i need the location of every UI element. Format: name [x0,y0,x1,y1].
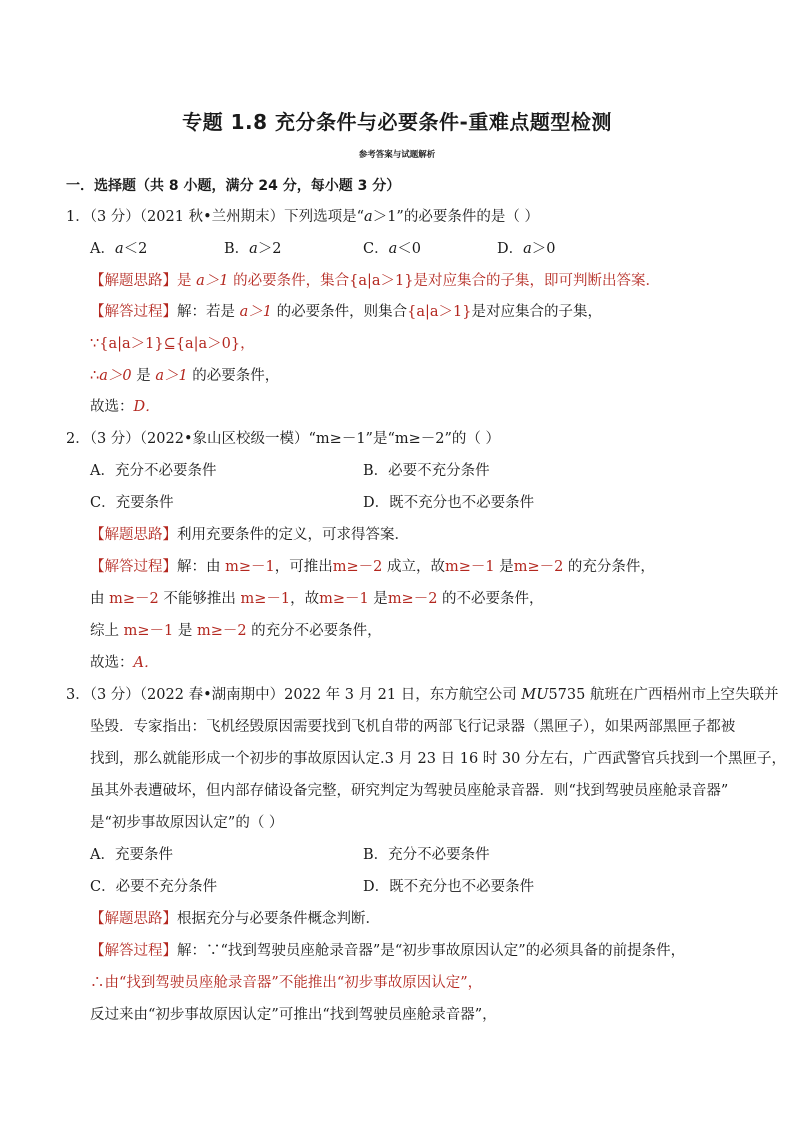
q2-math: m≥－1 [123,623,174,639]
q1-stem [66,207,539,227]
q1-answer-value: D． [133,399,160,415]
q2-option-b: B．必要不充分条件 [363,463,490,479]
q1-thinking-text: 是对应集合的子集，即可判断出答案． [413,273,660,289]
q1-process [90,302,602,322]
q3-text: 5735 航班在广西梧州市上空失联并 [548,687,779,703]
q1-option-a-var: a [114,241,124,257]
q2-text: 成立，故 [382,559,445,575]
q2-thinking [90,525,409,545]
q1-text: 的必要条件， [187,368,280,384]
q1-option-d-rest: ＞0 [531,241,556,257]
q1-option-d [497,239,556,259]
q1-process-text: 的必要条件，则集合 [271,304,408,320]
q3-option-c: C．必要不充分条件 [90,879,218,895]
q2-math: m≥－1 [444,559,495,575]
q2-text: 的不必要条件， [437,591,544,607]
q1-thinking-text: 是 [177,273,197,289]
page-title: 专题 1.8 充分条件与必要条件-重难点题型检测 [182,110,612,134]
q1-option-c-prefix: C． [363,241,389,257]
q1-stem-suffix: ＞1”的必要条件的是（ ） [372,209,539,225]
q1-process-text: 解：若是 [177,304,240,320]
q2-thinking-label: 【解题思路】 [90,527,177,543]
q1-answer [90,397,160,417]
q3-process-text: 解：∵“找到驾驶员座舱录音器”是“初步事故原因认定”的必须具备的前提条件， [177,943,686,959]
q2-text: 由 [90,591,110,607]
q3-stem-line4: 虽其外表遭破坏，但内部存储设备完整，研究判定为驾驶员座舱录音器．则“找到驾驶员座舱录音器” [90,783,729,799]
q2-text: 的充分条件， [563,559,655,575]
q1-thinking-math: {a|a＞1} [349,273,414,289]
q1-option-d-var: a [523,241,532,257]
q1-answer-label: 故选： [90,399,134,415]
q1-option-b-prefix: B． [224,241,250,257]
q2-stem: 2．（3 分）（2022•象山区校级一模）“m≥－1”是“m≥－2”的（ ） [66,431,501,447]
q2-answer-label: 故选： [90,655,134,671]
q1-option-c-var: a [388,241,398,257]
q1-process-math: a＞1 [239,304,272,320]
q1-option-b [224,239,282,259]
q2-text: 是 [368,591,388,607]
q2-text: 解：由 [177,559,226,575]
q2-thinking-text: 利用充要条件的定义，可求得答案． [177,527,409,543]
q2-math: m≥－2 [332,559,383,575]
q1-thinking-text: 的必要条件，集合 [228,273,350,289]
q1-option-a [90,239,147,259]
q1-option-b-rest: ＞2 [257,241,282,257]
q2-answer [90,653,158,673]
q3-thinking [90,909,380,929]
q1-process-math: {a|a＞1} [407,304,472,320]
section-heading: 一．选择题（共 8 小题，满分 24 分，每小题 3 分） [66,178,401,194]
q3-thinking-text: 根据充分与必要条件概念判断． [177,911,380,927]
q2-option-c: C．充要条件 [90,495,174,511]
q1-thinking-label: 【解题思路】 [90,273,177,289]
q2-math: m≥－2 [109,591,159,607]
q1-option-c-rest: ＜0 [397,241,421,257]
q3-option-b: B．充分不必要条件 [363,847,490,863]
q2-math: m≥－2 [196,623,247,639]
q1-text: 是 [131,368,156,384]
q2-math: m≥－1 [319,591,369,607]
q1-option-d-prefix: D． [497,241,524,257]
q3-stem-line5: 是“初步事故原因认定”的（ ） [90,815,284,831]
page-subtitle: 参考答案与试题解析 [358,150,436,160]
q1-process-line4 [90,366,279,386]
q2-process [90,557,655,577]
q3-thinking-label: 【解题思路】 [90,911,177,927]
q3-stem-line2: 坠毁．专家指出：飞机经毁原因需要找到飞机自带的两部飞行记录器（黑匣子），如果两部黑匣子都被 [90,719,736,735]
q1-option-c [363,239,421,259]
q1-option-a-prefix: A． [90,241,115,257]
q3-process-label: 【解答过程】 [90,943,177,959]
q3-text: 3．（3 分）（2022 春•湖南期中）2022 年 3 月 21 日，东方航空公司 [66,687,522,703]
q3-option-d: D．既不充分也不必要条件 [363,879,535,895]
q2-process-label: 【解答过程】 [90,559,177,575]
q1-math: a＞1 [155,368,188,384]
q2-text: ，故 [290,591,320,607]
q2-process-line3 [90,621,382,641]
q2-text: 是 [173,623,197,639]
q1-stem-var: a [364,209,373,225]
q3-process-line2: ∴由“找到驾驶员座舱录音器”不能推出“初步事故原因认定”， [90,975,483,991]
q1-option-b-var: a [249,241,258,257]
q1-process-line3: ∵{a|a＞1}⊆{a|a＞0}， [90,336,255,352]
q2-math: m≥－1 [225,559,275,575]
q1-process-text: 是对应集合的子集， [471,304,602,320]
q3-flight-code: MU [521,687,549,703]
q3-stem-line3: 找到，那么就能形成一个初步的事故原因认定.3 月 23 日 16 时 30 分左右，广西武警官兵找到一个黑匣子， [90,751,786,767]
q2-process-line2 [90,589,544,609]
q1-therefore: ∴ [90,368,100,384]
q1-process-label: 【解答过程】 [90,304,177,320]
q2-math: m≥－2 [387,591,438,607]
q3-stem-line1 [66,685,778,705]
q1-option-a-rest: ＜2 [123,241,148,257]
q2-text: 不能够推出 [158,591,241,607]
q3-process-line3: 反过来由“初步事故原因认定”可推出“找到驾驶员座舱录音器”， [90,1007,497,1023]
q3-option-a: A．充要条件 [90,847,173,863]
q2-math: m≥－1 [240,591,291,607]
q2-option-a: A．充分不必要条件 [90,463,217,479]
q1-thinking [90,271,660,291]
q2-text: 综上 [90,623,124,639]
q1-thinking-math: a＞1 [196,273,229,289]
q2-text: 的充分不必要条件， [246,623,382,639]
q2-text: 是 [494,559,514,575]
q3-process [90,941,685,961]
q1-stem-prefix: 1．（3 分）（2021 秋•兰州期末）下列选项是“ [66,209,365,225]
q1-math: a＞0 [99,368,132,384]
q2-answer-value: A． [133,655,159,671]
q2-math: m≥－2 [513,559,564,575]
q2-option-d: D．既不充分也不必要条件 [363,495,535,511]
q2-text: ，可推出 [274,559,333,575]
